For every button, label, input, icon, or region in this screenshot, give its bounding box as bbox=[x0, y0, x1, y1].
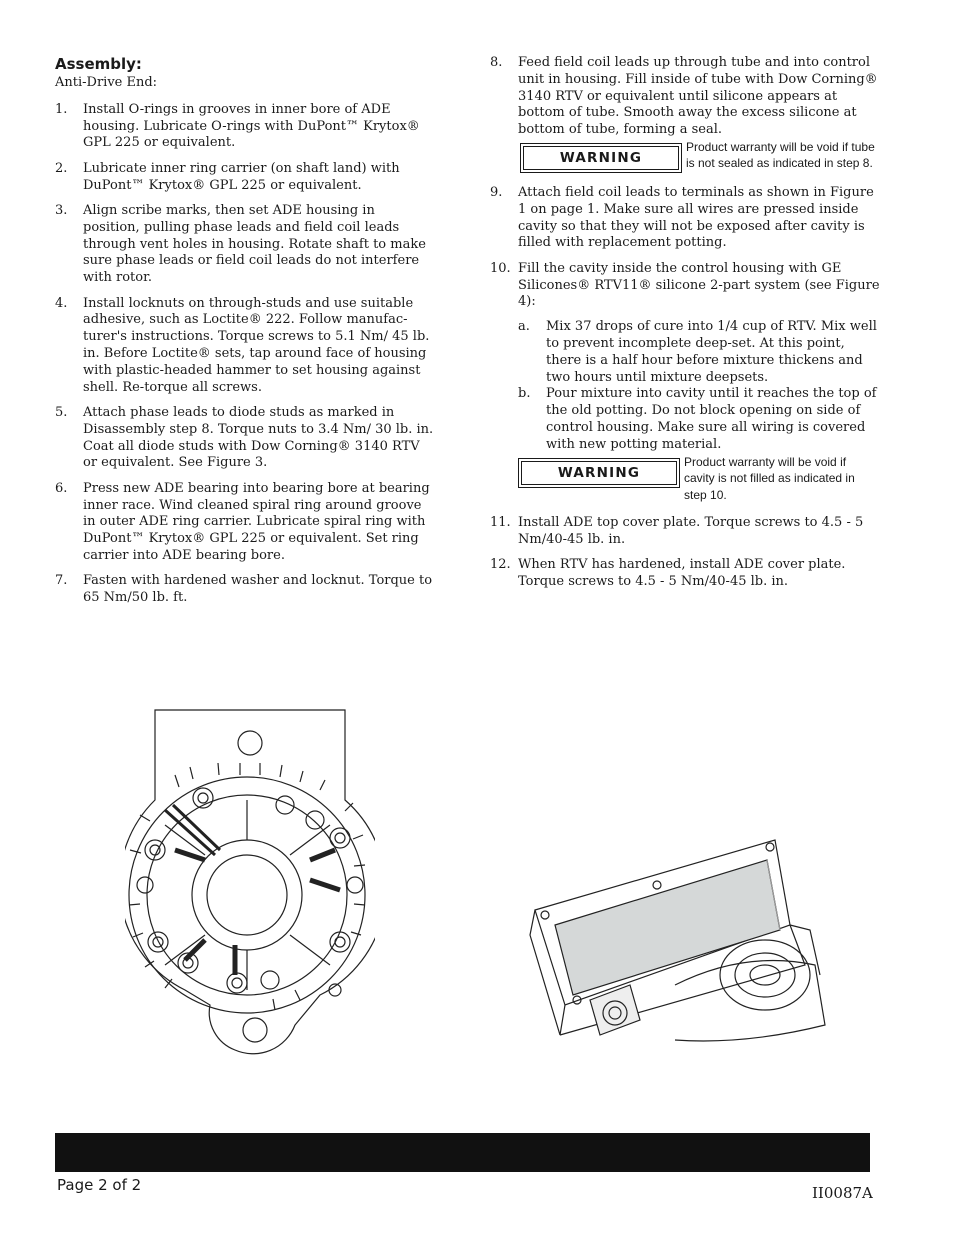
step-number: 8. bbox=[490, 55, 503, 70]
step-text: Fasten with hardened washer and locknut. Torque to 65 Nm/50 lb. ft. bbox=[83, 573, 433, 606]
step-text: Install locknuts on through-studs and use suitable adhesive, such as Loctite® 222. Follow manufacturer's instructions. Torque screws to 5.1 Nm/ 45 lb. in. Before Loctite® sets, tap around face of housing with plastic-headed hammer to set housing against shell. Re-torque all screws. bbox=[83, 295, 430, 395]
step-9 bbox=[490, 185, 880, 252]
step-text-container bbox=[518, 261, 880, 454]
step-1 bbox=[55, 102, 435, 152]
step-6 bbox=[55, 481, 435, 565]
document-id: II0087A bbox=[812, 1184, 873, 1202]
warning-notice-cavity bbox=[518, 454, 880, 504]
steps-list-right-2 bbox=[490, 185, 880, 454]
step-number: 3. bbox=[55, 202, 68, 218]
step-text: Press new ADE bearing into bearing bore at bearing inner race. Wind cleaned spiral ring around groove in outer ADE ring carrier. Lubricate spiral ring with DuPont™ Krytox® GPL 225 or equivalent. Set ring carrier into ADE bearing bore. bbox=[83, 480, 430, 563]
steps-list-right-3 bbox=[490, 515, 880, 591]
steps-list-right bbox=[490, 55, 880, 139]
step-12 bbox=[490, 557, 880, 591]
step-10 bbox=[490, 261, 880, 454]
step-text: Fill the cavity inside the control housing with GE Silicones® RTV11® silicone 2-part system (see Figure 4): bbox=[518, 260, 880, 310]
substep-text: Pour mixture into cavity until it reaches the top of the old potting. Do not block opening on side of control housing. Make sure all wiring is covered with new potting material. bbox=[546, 386, 877, 452]
steps-list-left bbox=[55, 102, 435, 607]
step-number: 1. bbox=[55, 101, 68, 117]
section-subheading: Anti-Drive End: bbox=[55, 75, 158, 90]
step-11 bbox=[490, 515, 880, 549]
step-number: 7. bbox=[55, 573, 68, 589]
warning-label: WARNING bbox=[523, 146, 679, 170]
step-number: 10. bbox=[490, 260, 511, 276]
step-text: Feed field coil leads up through tube and into control unit in housing. Fill inside of tube with Dow Corning® 3140 RTV or equivalent until silicone appears at bottom of tube. Smooth away the excess silicone at bottom of tube, forming a seal. bbox=[518, 55, 878, 138]
step-number: 6. bbox=[55, 480, 68, 496]
warning-label-box bbox=[520, 143, 682, 173]
warning-label: WARNING bbox=[521, 461, 677, 485]
step-number: 11. bbox=[490, 515, 511, 531]
substep-a bbox=[518, 319, 880, 386]
step-number: 4. bbox=[55, 295, 68, 311]
left-column bbox=[55, 55, 435, 615]
right-column bbox=[490, 55, 880, 599]
step-number: 2. bbox=[55, 160, 68, 176]
substep-text: Mix 37 drops of cure into 1/4 cup of RTV. Mix well to prevent incomplete deep-set. At this point, there is a half hour before mixture thickens and two hours until mixture deepsets. bbox=[546, 319, 877, 385]
step-5 bbox=[55, 405, 435, 472]
step-text: Install ADE top cover plate. Torque screws to 4.5 - 5 Nm/40-45 lb. in. bbox=[518, 515, 864, 547]
warning-notice-tube bbox=[520, 139, 880, 173]
step-4 bbox=[55, 296, 435, 397]
footer-bar bbox=[55, 1133, 870, 1172]
substeps-list bbox=[518, 319, 880, 453]
step-number: 5. bbox=[55, 404, 68, 420]
warning-text: Product warranty will be void if tube is not sealed as indicated in step 8. bbox=[686, 139, 875, 171]
warning-text: Product warranty will be void if cavity is not filled as indicated in step 10. bbox=[684, 454, 855, 502]
step-text: Lubricate inner ring carrier (on shaft land) with DuPont™ Krytox® GPL 225 or equivalent. bbox=[83, 160, 400, 193]
step-7 bbox=[55, 573, 435, 607]
alternator-end-view-drawing bbox=[125, 705, 375, 1060]
substep-letter: a. bbox=[518, 319, 530, 335]
warning-label-box bbox=[518, 458, 680, 488]
step-text: Install O-rings in grooves in inner bore of ADE housing. Lubricate O-rings with DuPont™ Krytox® GPL 225 or equivalent. bbox=[83, 101, 420, 151]
step-number: 9. bbox=[490, 184, 503, 200]
substep-b bbox=[518, 386, 880, 453]
step-number: 12. bbox=[490, 557, 511, 573]
section-heading: Assembly: bbox=[55, 55, 142, 73]
step-2 bbox=[55, 161, 435, 195]
step-text: Attach phase leads to diode studs as marked in Disassembly step 8. Torque nuts to 3.4 Nm/ 30 lb. in. Coat all diode studs with Dow Corning® 3140 RTV or equivalent. See Figure 3. bbox=[83, 404, 434, 471]
substep-letter: b. bbox=[518, 386, 531, 402]
step-text: When RTV has hardened, install ADE cover plate. Torque screws to 4.5 - 5 Nm/40-45 lb. in. bbox=[518, 557, 846, 590]
step-8 bbox=[490, 55, 880, 139]
step-text: Attach field coil leads to terminals as shown in Figure 1 on page 1. Make sure all wires are pressed inside cavity so that they will not be exposed after cavity is filled with replacement potting. bbox=[518, 184, 874, 251]
control-housing-perspective-drawing bbox=[525, 835, 830, 1050]
step-3 bbox=[55, 203, 435, 287]
page-number: Page 2 of 2 bbox=[57, 1176, 142, 1194]
step-text: Align scribe marks, then set ADE housing in position, pulling phase leads and field coil leads through vent holes in housing. Rotate shaft to make sure phase leads or field coil leads do not interfere with rotor. bbox=[83, 202, 426, 286]
